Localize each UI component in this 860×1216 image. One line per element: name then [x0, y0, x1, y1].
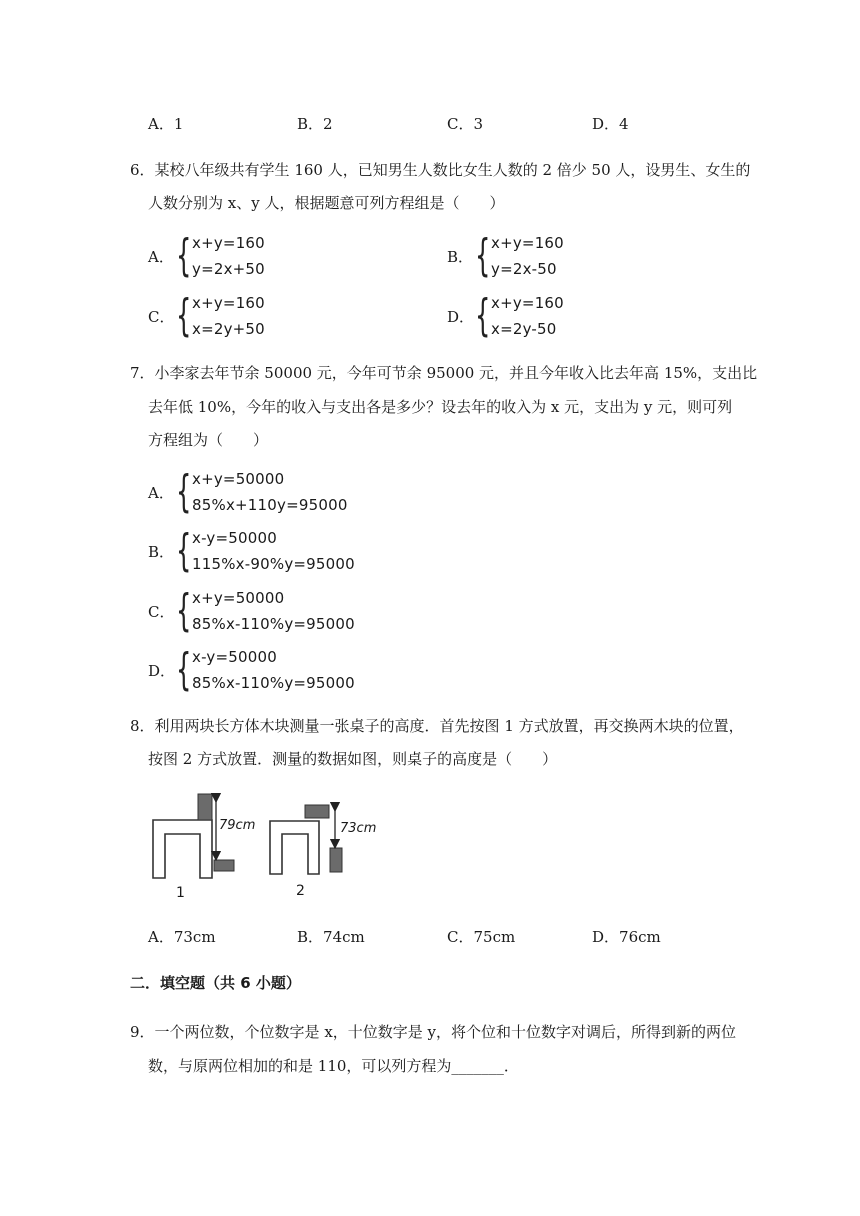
wood-block [330, 848, 342, 872]
q8-stem-line1: 8．利用两块长方体木块测量一张桌子的高度．首先按图 1 方式放置，再交换两木块的位置， [130, 717, 744, 735]
equation: y=2x-50 [491, 260, 557, 278]
brace-icon: { [176, 585, 192, 636]
brace-icon: { [176, 525, 192, 576]
equation: x-y=50000 [192, 648, 277, 666]
q8-option-c: C．75cm [447, 928, 516, 946]
q6-stem-line1: 6．某校八年级共有学生 160 人，已知男生人数比女生人数的 2 倍少 50 人，设男生、女生的 [130, 161, 751, 179]
equation: x-y=50000 [192, 529, 277, 547]
option-label: B． [447, 247, 474, 266]
fig2-caption: 2 [296, 883, 305, 899]
q5-option-c: C．3 [447, 115, 484, 133]
q8-option-d: D．76cm [592, 928, 661, 946]
equation: 85%x-110%y=95000 [192, 615, 355, 633]
fig1-caption: 1 [176, 885, 185, 901]
q7-option-c [148, 585, 355, 637]
option-label: D． [148, 661, 176, 680]
q5-option-d: D．4 [592, 115, 629, 133]
option-label: A． [148, 247, 174, 266]
q8-option-b: B．74cm [297, 928, 365, 946]
q9-stem-line2: 数，与原两位相加的和是 110，可以列方程为_______． [148, 1057, 519, 1075]
table-figure-2 [262, 798, 352, 888]
brace-icon: { [176, 644, 192, 695]
q6-option-a [148, 230, 265, 282]
brace-icon: { [176, 230, 192, 281]
brace-icon: { [475, 230, 491, 281]
q8-option-a: A．73cm [148, 928, 216, 946]
wood-block [214, 860, 234, 871]
equation: x+y=160 [192, 294, 265, 312]
equation: x=2y-50 [491, 320, 557, 338]
q7-stem-line3: 方程组为（ ） [148, 431, 269, 449]
equation: x+y=160 [491, 234, 564, 252]
fig2-measure-label: 73cm [340, 821, 377, 836]
wood-block [198, 794, 212, 820]
q7-option-d [148, 644, 355, 696]
equation: x=2y+50 [192, 320, 265, 338]
section-title: 二．填空题（共 6 小题） [130, 974, 301, 992]
q7-stem-line2: 去年低 10%，今年的收入与支出各是多少？设去年的收入为 x 元，支出为 y 元，则可列 [148, 398, 733, 416]
q7-stem-line1: 7．小李家去年节余 50000 元，今年可节余 95000 元，并且今年收入比去年高 15%，支出比 [130, 364, 758, 382]
option-label: A． [148, 483, 174, 502]
equation: 85%x+110y=95000 [192, 496, 348, 514]
q5-option-b: B．2 [297, 115, 333, 133]
equation: x+y=160 [491, 294, 564, 312]
wood-block [305, 805, 329, 818]
q6-option-c [148, 290, 265, 342]
q7-option-b [148, 525, 355, 577]
table-shape [270, 821, 319, 874]
q7-option-a [148, 466, 348, 518]
equation: x+y=50000 [192, 589, 285, 607]
q6-stem-line2: 人数分别为 x、y 人，根据题意可列方程组是（ ） [148, 194, 505, 212]
option-label: C． [148, 602, 175, 621]
brace-icon: { [176, 290, 192, 341]
option-label: B． [148, 542, 175, 561]
equation: 85%x-110%y=95000 [192, 674, 355, 692]
q8-stem-line2: 按图 2 方式放置．测量的数据如图，则桌子的高度是（ ） [148, 750, 558, 768]
equation: 115%x-90%y=95000 [192, 555, 355, 573]
option-label: D． [447, 307, 475, 326]
q9-stem-line1: 9．一个两位数，个位数字是 x，十位数字是 y，将个位和十位数字对调后，所得到新的两位 [130, 1023, 737, 1041]
equation: x+y=160 [192, 234, 265, 252]
brace-icon: { [475, 290, 491, 341]
equation: x+y=50000 [192, 470, 285, 488]
table-shape [153, 820, 212, 878]
q6-option-d [447, 290, 564, 342]
fig1-measure-label: 79cm [219, 818, 256, 833]
q6-option-b [447, 230, 564, 282]
option-label: C． [148, 307, 175, 326]
brace-icon: { [176, 466, 192, 517]
table-figure-1 [145, 790, 265, 905]
equation: y=2x+50 [192, 260, 265, 278]
q5-option-a: A．1 [148, 115, 184, 133]
